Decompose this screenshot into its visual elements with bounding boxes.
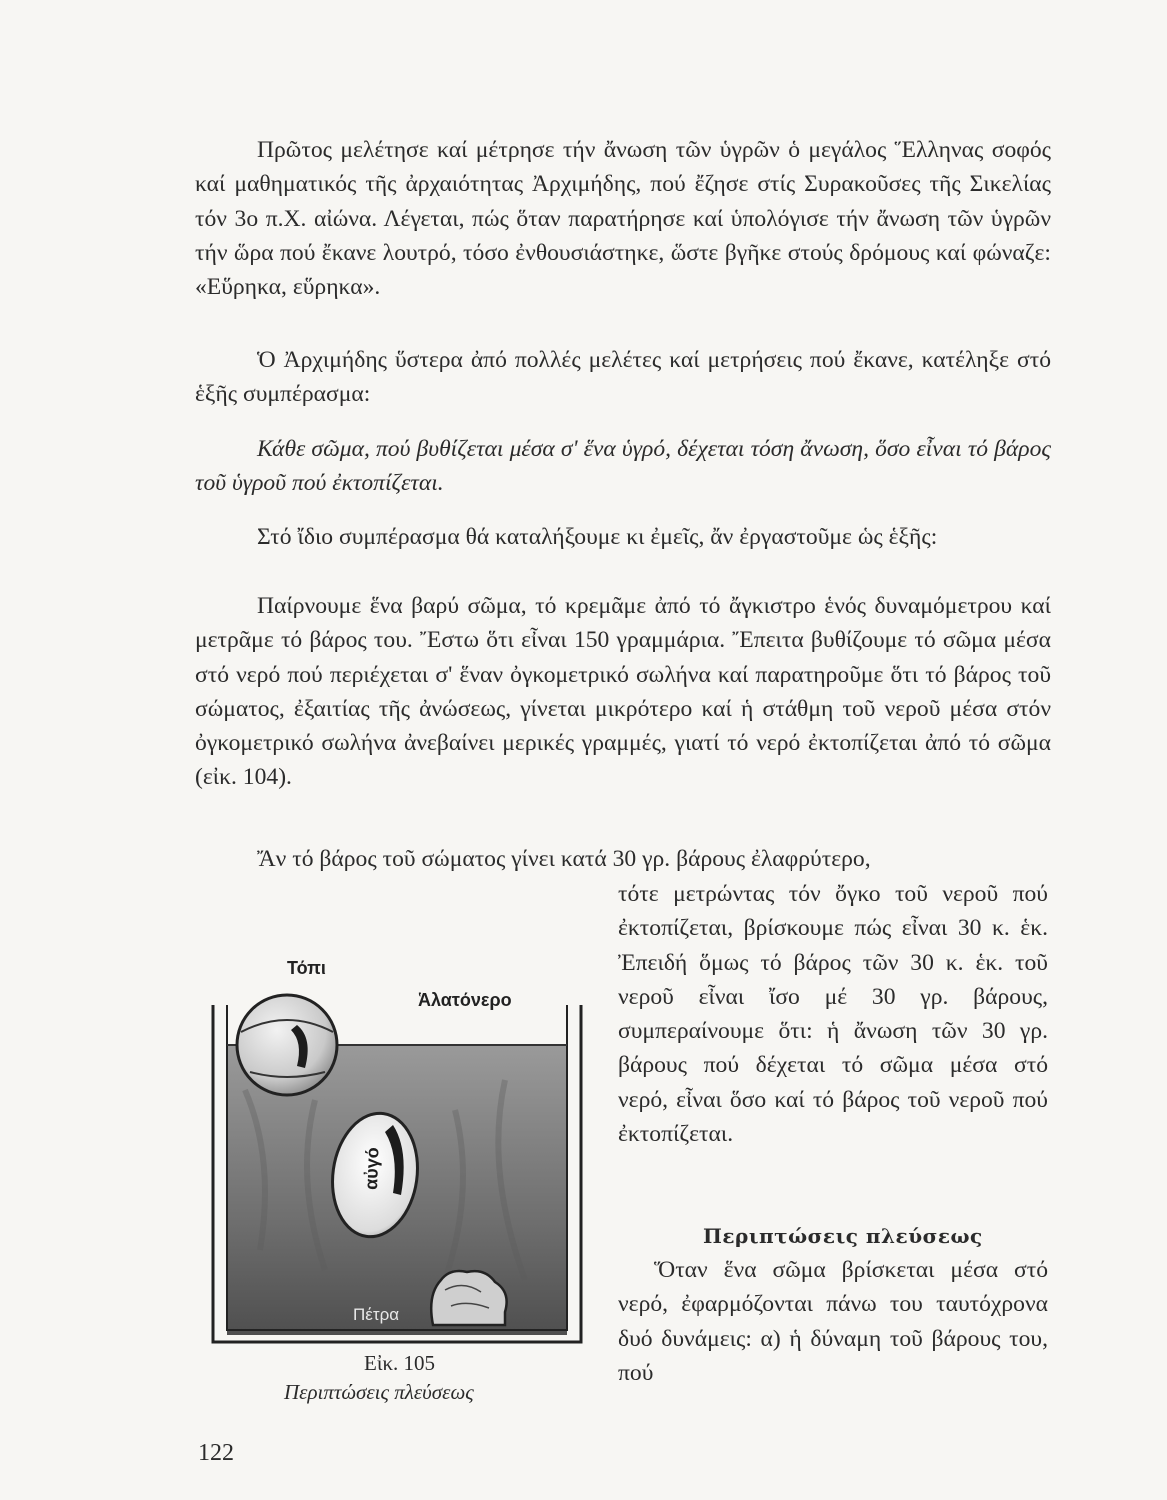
right-column-text <box>618 877 1048 1151</box>
section-heading: Περιπτώσεις πλεύσεως <box>703 1224 983 1248</box>
paragraph-weight-loss: Ἄν τό βάρος τοῦ σώματος γίνει κατά 30 γρ. βάρους ἐλαφρύτερο, <box>257 846 871 872</box>
label-ball: Τόπι <box>287 958 326 978</box>
page-number: 122 <box>198 1440 234 1466</box>
paragraph-archimedes-history: Πρῶτος μελέτησε καί μέτρησε τήν ἄνωση τῶν ὑγρῶν ὁ μεγάλος Ἕλληνας σοφός καί μαθηματικός τῆς ἀρχαιότητας Ἀρχιμήδης, πού ἔζησε στίς Συρακοῦσες τῆς Σικελίας τόν 3ο π.Χ. αἰώνα. Λέγεται, πώς ὅταν παρατήρησε καί ὑπολόγισε τήν ἄνωση τῶν ὑγρῶν τήν ὥρα πού ἔκανε λουτρό, τόσο ἐνθουσιάστηκε, ὥστε βγῆκε στούς δρόμους καί φώναζε: «Εὕρηκα, εὕρηκα». <box>195 137 1051 301</box>
archimedes-principle-statement: Κάθε σῶμα, πού βυθίζεται μέσα σ' ἕνα ὑγρό, δέχεται τόση ἄνωση, ὅσο εἶναι τό βάρος τοῦ ὑγροῦ πού ἐκτοπίζεται. <box>195 436 1051 497</box>
right-column-body: τότε μετρώντας τόν ὄγκο τοῦ νεροῦ πού ἐκτοπίζεται, βρίσκουμε πώς εἶναι 30 κ. ἑκ. Ἐπειδή ὅμως τό βάρος τῶν 30 κ. ἑκ. τοῦ νεροῦ εἶναι ἴσο μέ 30 γρ. βάρους, συμπεραίνουμε ὅτι: ἡ ἄνωση τῶν 30 γρ. βάρους πού δέχεται τό σῶμα μέσα στό <box>618 881 1048 1079</box>
figure-caption-number: Εἰκ. 105 <box>364 1351 436 1375</box>
figure-flotation <box>205 950 595 1370</box>
label-stone: Πέτρα <box>353 1305 400 1324</box>
right-column-last-line: νερό, εἶναι ὅσο καί τό βάρος τοῦ νεροῦ πού ἐκτοπίζεται. <box>618 1086 1048 1148</box>
ball <box>237 995 337 1095</box>
figure-caption-title: Περιπτώσεις πλεύσεως <box>284 1380 474 1404</box>
paragraph-archimedes-conclusion: Ὁ Ἀρχιμήδης ὕστερα ἀπό πολλές μελέτες καί μετρήσεις πού ἔκανε, κατέληξε στό ἑξῆς συμπέρασμα: <box>195 347 1051 408</box>
label-egg: αὐγό <box>361 1146 383 1191</box>
paragraph-experiment-intro: Στό ἴδιο συμπέρασμα θά καταλήξουμε κι ἐμεῖς, ἄν ἐργαστοῦμε ὡς ἑξῆς: <box>257 524 938 550</box>
paragraph-flotation-cases: Ὅταν ἕνα σῶμα βρίσκεται μέσα στό νερό, ἐφαρμόζονται πάνω του ταυτόχρονα δυό δυνάμεις: α) ἡ δύναμη τοῦ βάρους του, πού <box>618 1257 1048 1386</box>
paragraph-experiment-steps: Παίρνουμε ἕνα βαρύ σῶμα, τό κρεμᾶμε ἀπό τό ἄγκιστρο ἑνός δυναμόμετρου καί μετρᾶμε τό βάρος του. Ἔστω ὅτι εἶναι 150 γραμμάρια. Ἔπειτα βυθίζουμε τό σῶμα μέσα στό νερό πού περιέχεται σ' ἕναν ὀγκομετρικό σωλήνα καί παρατηροῦμε ὅτι τό βάρος τοῦ σώματος, ἐξαιτίας τῆς ἀνώσεως, γίνεται μικρότερο καί ἡ στάθμη τοῦ νεροῦ μέσα στόν ὀγκομετρικό σωλήνα ἀνεβαίνει μερικές γραμμές, γιατί τό νερό ἐκτοπίζεται ἀπό τό σῶμα (εἰκ. 104). <box>195 593 1051 791</box>
label-brine: Ἁλατόνερο <box>418 990 512 1010</box>
figure-illustration <box>205 950 595 1370</box>
